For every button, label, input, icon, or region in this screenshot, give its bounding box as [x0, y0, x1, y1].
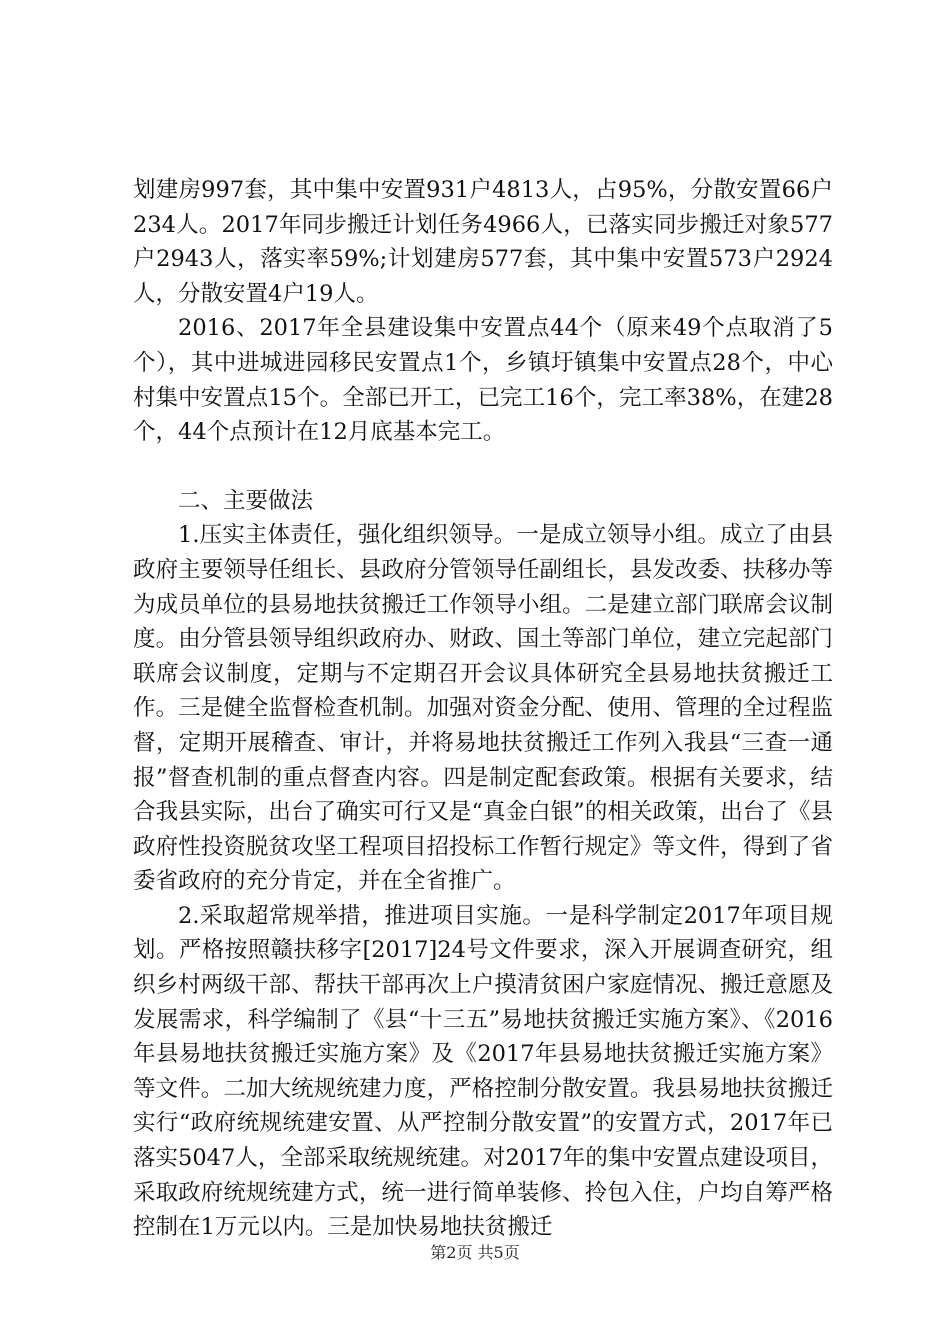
page-footer: 第2页 共5页: [430, 1243, 520, 1262]
paragraph-responsibility: 1.压实主体责任，强化组织领导。一是成立领导小组。成立了由县政府主要领导任组长、县政府分管领导任副组长，县发改委、扶移办等为成员单位的县易地扶贫搬迁工作领导小组。二是建立部门联席会议制度。由分管县领导组织政府办、财政、国土等部门单位，建立完起部门联席会议制度，定期与不定期召开会议具体研究全县易地扶贫搬迁工作。三是健全监督检查机制。加强对资金分配、使用、管理的全过程监督，定期开展稽查、审计，并将易地扶贫搬迁工作列入我县“三查一通报”督查机制的重点督查内容。四是制定配套政策。根据有关要求，结合我县实际，出台了确实可行又是“真金白银”的相关政策，出台了《县政府性投资脱贫攻坚工程项目招投标工作暂行规定》等文件，得到了省委省政府的充分肯定，并在全省推广。: [133, 522, 833, 895]
paragraph-continued: 划建房997套，其中集中安置931户4813人，占95%，分散安置66户234人。2017年同步搬迁计划任务4966人，已落实同步搬迁对象577户2943人，落实率59%;计划建房577套，其中集中安置573户2924人，分散安置4户19人。: [133, 177, 833, 307]
document-body: [133, 173, 833, 1245]
paragraph-resettlement-sites: 2016、2017年全县建设集中安置点44个（原来49个点取消了5个），其中进城进园移民安置点1个，乡镇圩镇集中安置点28个，中心村集中安置点15个。全部已开工，已完工16个，完工率38%，在建28个，44个点预计在12月底基本完工。: [133, 315, 833, 446]
section-heading: 二、主要做法: [178, 487, 314, 514]
paragraph-measures: 2.采取超常规举措，推进项目实施。一是科学制定2017年项目规划。严格按照赣扶移字[2017]24号文件要求，深入开展调查研究，组织乡村两级干部、帮扶干部再次上户摸清贫困户家庭情况、搬迁意愿及发展需求，科学编制了《县“十三五”易地扶贫搬迁实施方案》、《2016年县易地扶贫搬迁实施方案》及《2017年县易地扶贫搬迁实施方案》等文件。二加大统规统建力度，严格控制分散安置。我县易地扶贫搬迁实行“政府统规统建安置、从严控制分散安置”的安置方式，2017年已落实5047人，全部采取统规统建。对2017年的集中安置点建设项目，采取政府统规统建方式，统一进行简单装修、拎包入住，户均自筹严格控制在1万元以内。三是加快易地扶贫搬迁: [133, 902, 833, 1241]
